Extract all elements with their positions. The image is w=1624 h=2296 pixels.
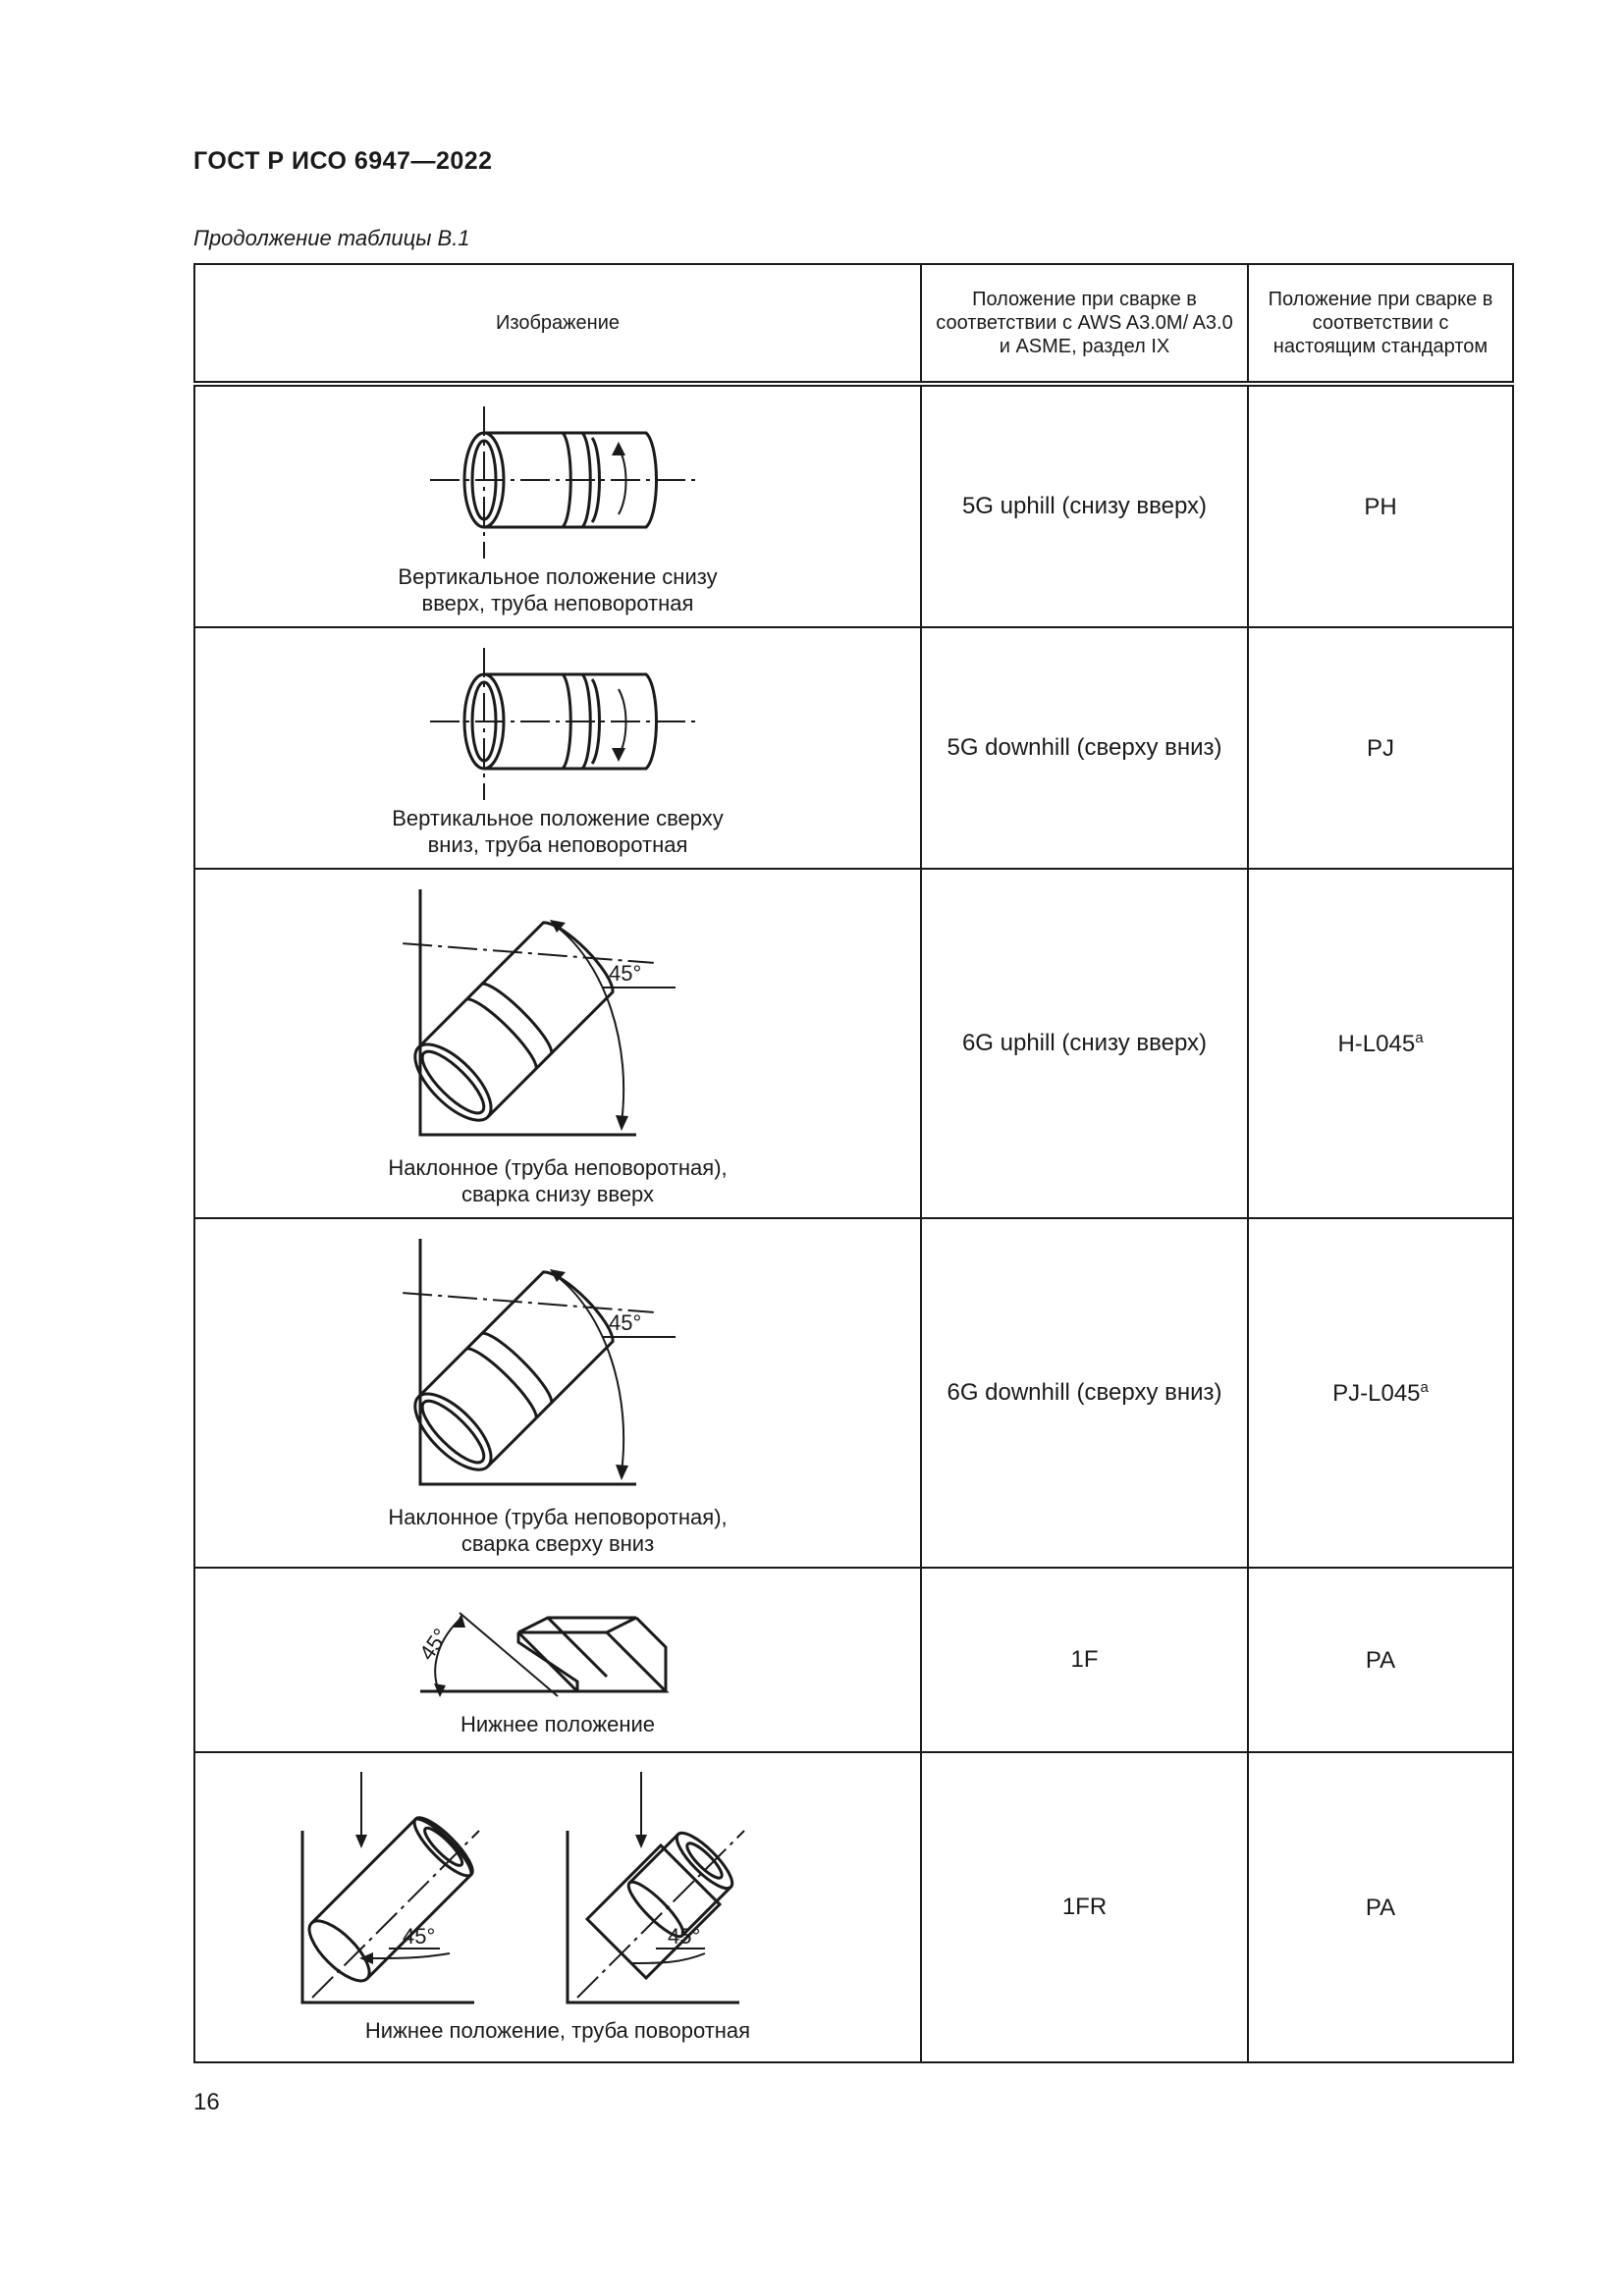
table-row — [194, 1752, 1513, 2062]
aws-position-cell: 5G uphill (снизу вверх) — [921, 384, 1248, 627]
image-caption: Наклонное (труба неповоротная), сварка сверху вниз — [388, 1505, 728, 1556]
aws-position-cell: 1F — [921, 1568, 1248, 1752]
table-header-row — [194, 264, 1513, 384]
table-row — [194, 627, 1513, 869]
table-row — [194, 384, 1513, 627]
iso-position-cell: PJ-L045$^a$ — [1248, 1218, 1513, 1568]
table-row — [194, 1568, 1513, 1752]
image-cell — [194, 627, 921, 869]
image-caption: Нижнее положение, труба поворотная — [364, 2017, 751, 2043]
image-caption: Нижнее положение — [460, 1711, 655, 1736]
welding-positions-table — [193, 263, 1514, 2063]
iso-position-cell: PA — [1248, 1752, 1513, 2062]
column-header-iso: Положение при сварке в соответствии с настоящим стандартом — [1248, 264, 1513, 384]
pipe-vertical-downhill-figure — [410, 628, 705, 805]
aws-position-cell: 6G downhill (сверху вниз) — [921, 1218, 1248, 1568]
image-cell — [194, 1752, 921, 2062]
pipe-vertical-uphill-figure — [410, 387, 705, 563]
document-header: ГОСТ Р ИСО 6947—2022 — [193, 147, 493, 175]
fillet-rotating-pipe-figure — [283, 1762, 833, 2017]
aws-position-cell: 1FR — [921, 1752, 1248, 2062]
image-caption: Вертикальное положение снизу вверх, труба неповоротная — [398, 564, 718, 615]
pipe-inclined-downhill-figure — [352, 1219, 764, 1504]
table-row — [194, 1218, 1513, 1568]
svg-text:45°: 45° — [609, 961, 642, 986]
image-cell — [194, 869, 921, 1218]
svg-text:45°: 45° — [609, 1310, 642, 1335]
fillet-flat-position-figure — [401, 1574, 715, 1711]
column-header-aws: Положение при сварке в соответствии с AWS A3.0M/ A3.0 и ASME, раздел IX — [921, 264, 1248, 384]
pipe-inclined-uphill-figure — [352, 870, 764, 1154]
iso-position-cell: H-L045$^a$ — [1248, 869, 1513, 1218]
image-cell — [194, 384, 921, 627]
image-cell — [194, 1218, 921, 1568]
aws-position-cell: 6G uphill (снизу вверх) — [921, 869, 1248, 1218]
table-row — [194, 869, 1513, 1218]
iso-position-cell: PA — [1248, 1568, 1513, 1752]
svg-text:45°: 45° — [668, 1923, 701, 1949]
iso-position-cell: PJ — [1248, 627, 1513, 869]
image-caption: Вертикальное положение сверху вниз, труба неповоротная — [392, 806, 724, 857]
iso-position-cell: PH — [1248, 384, 1513, 627]
page-number: 16 — [193, 2089, 220, 2115]
aws-position-cell: 5G downhill (сверху вниз) — [921, 627, 1248, 869]
image-cell — [194, 1568, 921, 1752]
svg-text:45°: 45° — [413, 1623, 454, 1665]
table-caption: Продолжение таблицы B.1 — [193, 226, 470, 250]
image-caption: Наклонное (труба неповоротная), сварка снизу вверх — [388, 1155, 728, 1206]
column-header-image: Изображение — [194, 264, 921, 384]
svg-text:45°: 45° — [403, 1923, 436, 1949]
